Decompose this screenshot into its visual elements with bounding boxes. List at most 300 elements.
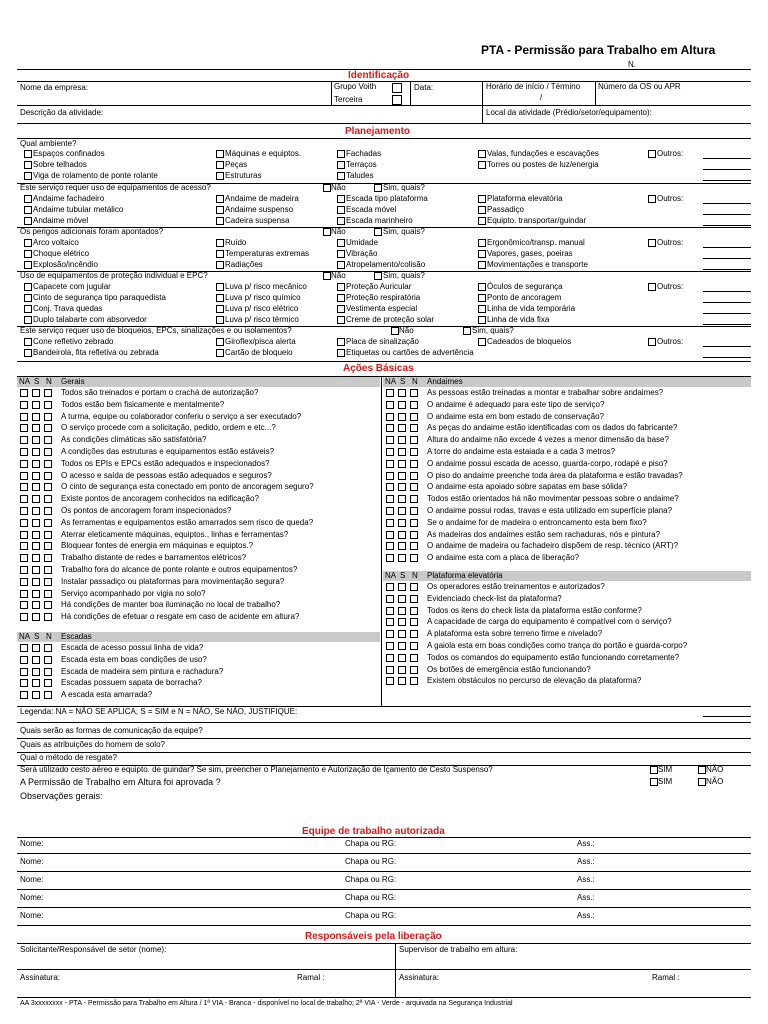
andaimes-check-2-2[interactable]: [410, 413, 418, 421]
plataforma-check-2-1[interactable]: [398, 607, 406, 615]
gerais-check-0-2[interactable]: [44, 389, 52, 397]
cesto-nao-checkbox[interactable]: [698, 766, 706, 774]
perigos-question-sim-label: Sim, quais?: [383, 227, 425, 236]
gerais-check-10-1[interactable]: [32, 507, 40, 515]
epi-checkbox-2-0[interactable]: [24, 305, 32, 313]
andaimes-check-10-1[interactable]: [398, 507, 406, 515]
plataforma-check-7-1[interactable]: [398, 666, 406, 674]
epi-checkbox-0-0[interactable]: [24, 283, 32, 291]
epi-checkbox-3-3[interactable]: [478, 316, 486, 324]
gerais-check-3-2[interactable]: [44, 424, 52, 432]
escadas-check-0-2[interactable]: [44, 644, 52, 652]
acesso-question-nao-checkbox[interactable]: [323, 184, 331, 192]
andaimes-title: Andaimes: [427, 377, 463, 386]
andaimes-check-14-1[interactable]: [398, 554, 406, 562]
perigos-checkbox-0-1[interactable]: [216, 239, 224, 247]
plataforma-item: Evidenciado check-list da plataforma?: [427, 593, 562, 603]
bloqueio-checkbox-1-1[interactable]: [216, 349, 224, 357]
bloqueio-checkbox-0-2[interactable]: [337, 338, 345, 346]
epi-option: Luva p/ risco químico: [225, 293, 301, 302]
plataforma-check-5-1[interactable]: [398, 642, 406, 650]
andaimes-check-5-2[interactable]: [410, 448, 418, 456]
gerais-check-5-0[interactable]: [20, 448, 28, 456]
supervisor-ramal-label: Ramal :: [652, 973, 680, 982]
plataforma-check-1-0[interactable]: [386, 595, 394, 603]
gerais-s-head: S: [34, 377, 40, 386]
escadas-s-head: S: [34, 632, 40, 641]
gerais-check-15-2[interactable]: [44, 566, 52, 574]
acesso-checkbox-2-1[interactable]: [216, 217, 224, 225]
andaimes-check-6-2[interactable]: [410, 460, 418, 468]
epi-checkbox-3-2[interactable]: [337, 316, 345, 324]
acesso-outros-checkbox[interactable]: [648, 195, 656, 203]
epi-checkbox-2-1[interactable]: [216, 305, 224, 313]
equipe-row-line: [17, 889, 751, 890]
andaimes-item: Se o andaime for de madeira o entroncamento esta bem fixo?: [427, 517, 647, 527]
bloqueio-checkbox-0-1[interactable]: [216, 338, 224, 346]
andaimes-check-0-1[interactable]: [398, 389, 406, 397]
bloqueio-option: Giroflex/pisca alerta: [225, 337, 296, 346]
bloqueio-question-nao-checkbox[interactable]: [391, 327, 399, 335]
cesto-nao-label: NÃO: [706, 765, 724, 774]
gerais-check-16-2[interactable]: [44, 578, 52, 586]
escadas-check-4-2[interactable]: [44, 691, 52, 699]
gerais-check-17-0[interactable]: [20, 590, 28, 598]
andaimes-check-9-1[interactable]: [398, 495, 406, 503]
gerais-check-4-2[interactable]: [44, 436, 52, 444]
perigos-outros-checkbox[interactable]: [648, 239, 656, 247]
perigos-option: Umidade: [346, 238, 379, 247]
gerais-check-12-1[interactable]: [32, 531, 40, 539]
equipe-nome-label: Nome:: [20, 911, 44, 920]
acesso-checkbox-0-1[interactable]: [216, 195, 224, 203]
gerais-check-14-1[interactable]: [32, 554, 40, 562]
question-1: Quais as atribuições do homem de solo?: [20, 740, 165, 749]
andaimes-item: O piso do andaime preenche toda área da plataforma e estão travadas?: [427, 470, 683, 480]
terceira-checkbox[interactable]: [392, 95, 402, 105]
gerais-check-15-0[interactable]: [20, 566, 28, 574]
gerais-check-2-2[interactable]: [44, 413, 52, 421]
gerais-item: Serviço acompanhado por vigia no solo?: [61, 588, 206, 598]
solicitante-ramal-label: Ramal :: [297, 973, 325, 982]
epi-question: Uso de equipamentos de proteção individual e EPC?: [20, 271, 208, 280]
andaimes-check-14-0[interactable]: [386, 554, 394, 562]
gerais-check-6-0[interactable]: [20, 460, 28, 468]
gerais-check-15-1[interactable]: [32, 566, 40, 574]
andaimes-check-12-0[interactable]: [386, 531, 394, 539]
gerais-check-7-2[interactable]: [44, 472, 52, 480]
gerais-check-6-1[interactable]: [32, 460, 40, 468]
perigos-question-nao-label: Não: [331, 227, 346, 236]
perigos-checkbox-1-1[interactable]: [216, 250, 224, 258]
perigos-question-sim-checkbox[interactable]: [374, 228, 382, 236]
epi-checkbox-3-1[interactable]: [216, 316, 224, 324]
gerais-check-16-0[interactable]: [20, 578, 28, 586]
equipe-nome-label: Nome:: [20, 875, 44, 884]
plataforma-item: Existem obstáculos no percurso de elevação da plataforma?: [427, 676, 642, 686]
perigos-checkbox-1-0[interactable]: [24, 250, 32, 258]
gerais-check-3-0[interactable]: [20, 424, 28, 432]
andaimes-check-4-1[interactable]: [398, 436, 406, 444]
ambiente-checkbox-2-1[interactable]: [216, 172, 224, 180]
andaimes-check-12-2[interactable]: [410, 531, 418, 539]
perigos-question: Os perigos adicionais foram apontados?: [20, 227, 164, 236]
plataforma-check-7-0[interactable]: [386, 666, 394, 674]
gerais-item: Instalar passadiço ou plataformas para movimentação segura?: [61, 576, 285, 586]
acesso-question-nao-label: Não: [331, 183, 346, 192]
plataforma-check-8-2[interactable]: [410, 677, 418, 685]
andaimes-check-5-0[interactable]: [386, 448, 394, 456]
plataforma-check-8-0[interactable]: [386, 677, 394, 685]
gerais-item: A condições das estruturas e equipamentos estão estáveis?: [61, 447, 275, 456]
gerais-check-6-2[interactable]: [44, 460, 52, 468]
perigos-checkbox-0-2[interactable]: [337, 239, 345, 247]
andaimes-check-7-0[interactable]: [386, 472, 394, 480]
andaimes-n-head: N: [412, 377, 418, 386]
escadas-check-1-0[interactable]: [20, 656, 28, 664]
bloqueio-question-sim-label: Sim, quais?: [472, 326, 514, 335]
section-planejamento: Planejamento: [345, 126, 411, 137]
ambiente-outros-checkbox[interactable]: [648, 150, 656, 158]
andaimes-check-0-2[interactable]: [410, 389, 418, 397]
andaimes-check-11-1[interactable]: [398, 519, 406, 527]
epi-question-nao-checkbox[interactable]: [323, 272, 331, 280]
andaimes-check-9-2[interactable]: [410, 495, 418, 503]
gerais-check-9-1[interactable]: [32, 495, 40, 503]
andaimes-check-10-2[interactable]: [410, 507, 418, 515]
gerais-check-18-0[interactable]: [20, 601, 28, 609]
plataforma-check-1-2[interactable]: [410, 595, 418, 603]
andaimes-s-head: S: [400, 377, 406, 386]
perigos-option: Explosão/incêndio: [33, 260, 98, 269]
andaimes-check-2-1[interactable]: [398, 413, 406, 421]
escadas-check-4-0[interactable]: [20, 691, 28, 699]
gerais-check-8-1[interactable]: [32, 483, 40, 491]
gerais-na-head: NA: [19, 377, 31, 386]
question-2: Qual o método de resgate?: [20, 753, 117, 762]
epi-checkbox-0-2[interactable]: [337, 283, 345, 291]
andaimes-check-7-2[interactable]: [410, 472, 418, 480]
plataforma-na-head: NA: [385, 571, 397, 580]
perigos-question-nao-checkbox[interactable]: [323, 228, 331, 236]
gerais-check-7-1[interactable]: [32, 472, 40, 480]
plataforma-check-3-1[interactable]: [398, 618, 406, 626]
equipe-chapa-label: Chapa ou RG:: [345, 911, 397, 920]
gerais-check-16-1[interactable]: [32, 578, 40, 586]
gerais-check-10-0[interactable]: [20, 507, 28, 515]
escadas-check-2-2[interactable]: [44, 668, 52, 676]
acesso-checkbox-1-2[interactable]: [337, 206, 345, 214]
acesso-checkbox-1-0[interactable]: [24, 206, 32, 214]
epi-checkbox-1-1[interactable]: [216, 294, 224, 302]
andaimes-check-12-1[interactable]: [398, 531, 406, 539]
andaimes-check-1-1[interactable]: [398, 401, 406, 409]
andaimes-check-13-0[interactable]: [386, 542, 394, 550]
perigos-checkbox-0-0[interactable]: [24, 239, 32, 247]
plataforma-check-7-2[interactable]: [410, 666, 418, 674]
divider: [17, 738, 751, 739]
acesso-checkbox-0-3[interactable]: [478, 195, 486, 203]
andaimes-check-8-0[interactable]: [386, 483, 394, 491]
acesso-option: Andaime fachadeiro: [33, 194, 105, 203]
perigos-checkbox-2-3[interactable]: [478, 261, 486, 269]
epi-checkbox-1-2[interactable]: [337, 294, 345, 302]
equipe-ass-label: Ass.:: [577, 857, 595, 866]
bloqueio-outros-checkbox[interactable]: [648, 338, 656, 346]
gerais-check-13-0[interactable]: [20, 542, 28, 550]
escadas-item: Escada esta em boas condições de uso?: [61, 654, 207, 664]
epi-checkbox-1-0[interactable]: [24, 294, 32, 302]
ambiente-outros-line: [703, 169, 751, 170]
perigos-checkbox-2-1[interactable]: [216, 261, 224, 269]
gerais-check-7-0[interactable]: [20, 472, 28, 480]
bloqueio-option: Cadeados de bloqueios: [487, 337, 572, 346]
bloqueio-checkbox-1-2[interactable]: [337, 349, 345, 357]
epi-option: Capacete com jugular: [33, 282, 111, 291]
permissao-sim-checkbox[interactable]: [650, 778, 658, 786]
gerais-check-19-0[interactable]: [20, 613, 28, 621]
epi-outros-line: [703, 291, 751, 292]
plataforma-check-2-0[interactable]: [386, 607, 394, 615]
plataforma-check-4-2[interactable]: [410, 630, 418, 638]
plataforma-check-5-2[interactable]: [410, 642, 418, 650]
gerais-check-10-2[interactable]: [44, 507, 52, 515]
ambiente-checkbox-0-0[interactable]: [24, 150, 32, 158]
plataforma-check-3-2[interactable]: [410, 618, 418, 626]
plataforma-check-4-0[interactable]: [386, 630, 394, 638]
bloqueio-checkbox-0-0[interactable]: [24, 338, 32, 346]
section-responsaveis: Responsáveis pela liberação: [305, 931, 442, 942]
perigos-checkbox-0-3[interactable]: [478, 239, 486, 247]
andaimes-item: Altura do andaime não excede 4 vezes a menor dimensão da base?: [427, 435, 669, 445]
gerais-check-1-2[interactable]: [44, 401, 52, 409]
epi-checkbox-0-3[interactable]: [478, 283, 486, 291]
gerais-check-0-0[interactable]: [20, 389, 28, 397]
plataforma-item: A plataforma esta sobre terreno firme e nivelado?: [427, 629, 603, 639]
andaimes-check-11-2[interactable]: [410, 519, 418, 527]
ambiente-checkbox-1-0[interactable]: [24, 161, 32, 169]
escadas-check-2-0[interactable]: [20, 668, 28, 676]
divider: [381, 377, 382, 706]
bloqueio-option: Etiquetas ou cartões de advertência: [346, 348, 474, 357]
equipe-chapa-label: Chapa ou RG:: [345, 875, 397, 884]
andaimes-item: O andaime de madeira ou fachadeiro dispõem de resp. técnico (ART)?: [427, 541, 679, 551]
plataforma-check-8-1[interactable]: [398, 677, 406, 685]
gerais-check-18-1[interactable]: [32, 601, 40, 609]
escadas-check-0-1[interactable]: [32, 644, 40, 652]
andaimes-check-11-0[interactable]: [386, 519, 394, 527]
gerais-check-18-2[interactable]: [44, 601, 52, 609]
ambiente-checkbox-0-2[interactable]: [337, 150, 345, 158]
bloqueio-question-nao-label: Não: [399, 326, 414, 335]
epi-question-sim-checkbox[interactable]: [374, 272, 382, 280]
gerais-check-17-2[interactable]: [44, 590, 52, 598]
ambiente-option: Torres ou postes de luz/energia: [487, 160, 599, 169]
ambiente-checkbox-2-0[interactable]: [24, 172, 32, 180]
escadas-check-3-2[interactable]: [44, 679, 52, 687]
epi-outros-checkbox[interactable]: [648, 283, 656, 291]
bloqueio-checkbox-0-3[interactable]: [478, 338, 486, 346]
gerais-check-17-1[interactable]: [32, 590, 40, 598]
plataforma-item: A gaiola esta em boas condições como trança do portão e guarda-corpo?: [427, 641, 688, 650]
data-label: Data:: [414, 83, 434, 92]
plataforma-check-6-1[interactable]: [398, 654, 406, 662]
plataforma-check-1-1[interactable]: [398, 595, 406, 603]
andaimes-check-3-0[interactable]: [386, 424, 394, 432]
equipe-row-line: [17, 853, 751, 854]
gerais-check-4-0[interactable]: [20, 436, 28, 444]
epi-option: Proteção Auricular: [346, 282, 412, 291]
plataforma-check-0-1[interactable]: [398, 583, 406, 591]
gerais-item: Todos estão bem fisicamente e mentalmente?: [61, 399, 225, 409]
perigos-checkbox-1-2[interactable]: [337, 250, 345, 258]
bloqueio-question-sim-checkbox[interactable]: [463, 327, 471, 335]
andaimes-check-4-2[interactable]: [410, 436, 418, 444]
escadas-check-1-1[interactable]: [32, 656, 40, 664]
ambiente-checkbox-1-2[interactable]: [337, 161, 345, 169]
equipe-ass-label: Ass.:: [577, 893, 595, 902]
escadas-check-1-2[interactable]: [44, 656, 52, 664]
gerais-check-14-2[interactable]: [44, 554, 52, 562]
perigos-checkbox-2-0[interactable]: [24, 261, 32, 269]
gerais-check-8-2[interactable]: [44, 483, 52, 491]
plataforma-check-0-0[interactable]: [386, 583, 394, 591]
epi-option: Cinto de segurança tipo paraquedista: [33, 293, 166, 302]
acesso-option: Andaime tubular metálico: [33, 205, 124, 214]
bloqueio-checkbox-1-0[interactable]: [24, 349, 32, 357]
acesso-checkbox-1-1[interactable]: [216, 206, 224, 214]
epi-checkbox-0-1[interactable]: [216, 283, 224, 291]
epi-checkbox-2-2[interactable]: [337, 305, 345, 313]
epi-option: Vestimenta especial: [346, 304, 418, 313]
permissao-nao-checkbox[interactable]: [698, 778, 706, 786]
plataforma-check-6-2[interactable]: [410, 654, 418, 662]
andaimes-item: O andaime esta em bom estado de conservação?: [427, 411, 604, 421]
gerais-item: O serviço procede com a solicitação, pedido, ordem e etc...?: [61, 423, 276, 433]
gerais-check-5-1[interactable]: [32, 448, 40, 456]
andaimes-check-13-2[interactable]: [410, 542, 418, 550]
escadas-check-2-1[interactable]: [32, 668, 40, 676]
andaimes-check-2-0[interactable]: [386, 413, 394, 421]
gerais-check-13-1[interactable]: [32, 542, 40, 550]
ambiente-checkbox-1-1[interactable]: [216, 161, 224, 169]
gerais-check-11-1[interactable]: [32, 519, 40, 527]
acesso-question-sim-checkbox[interactable]: [374, 184, 382, 192]
gerais-check-12-0[interactable]: [20, 531, 28, 539]
andaimes-check-8-2[interactable]: [410, 483, 418, 491]
acesso-question: Este serviço requer uso de equipamentos de acesso?: [20, 183, 211, 192]
acesso-checkbox-2-2[interactable]: [337, 217, 345, 225]
acesso-checkbox-2-0[interactable]: [24, 217, 32, 225]
gerais-check-1-0[interactable]: [20, 401, 28, 409]
andaimes-check-4-0[interactable]: [386, 436, 394, 444]
gerais-check-0-1[interactable]: [32, 389, 40, 397]
gerais-check-5-2[interactable]: [44, 448, 52, 456]
gerais-check-2-0[interactable]: [20, 413, 28, 421]
permissao-sim-label: SIM: [658, 777, 673, 786]
andaimes-check-7-1[interactable]: [398, 472, 406, 480]
andaimes-check-1-2[interactable]: [410, 401, 418, 409]
ambiente-checkbox-0-3[interactable]: [478, 150, 486, 158]
plataforma-check-4-1[interactable]: [398, 630, 406, 638]
plataforma-check-5-0[interactable]: [386, 642, 394, 650]
gerais-check-4-1[interactable]: [32, 436, 40, 444]
plataforma-check-3-0[interactable]: [386, 618, 394, 626]
escadas-check-3-0[interactable]: [20, 679, 28, 687]
gerais-check-1-1[interactable]: [32, 401, 40, 409]
gerais-check-11-2[interactable]: [44, 519, 52, 527]
acesso-checkbox-0-0[interactable]: [24, 195, 32, 203]
andaimes-check-0-0[interactable]: [386, 389, 394, 397]
andaimes-check-6-1[interactable]: [398, 460, 406, 468]
gerais-check-3-1[interactable]: [32, 424, 40, 432]
perigos-checkbox-2-2[interactable]: [337, 261, 345, 269]
andaimes-check-14-2[interactable]: [410, 554, 418, 562]
gerais-check-14-0[interactable]: [20, 554, 28, 562]
descricao-label: Descrição da atividade:: [20, 108, 104, 117]
gerais-check-2-1[interactable]: [32, 413, 40, 421]
andaimes-check-5-1[interactable]: [398, 448, 406, 456]
acesso-outros-line: [703, 225, 751, 226]
andaimes-check-8-1[interactable]: [398, 483, 406, 491]
acesso-checkbox-2-3[interactable]: [478, 217, 486, 225]
ambiente-checkbox-0-1[interactable]: [216, 150, 224, 158]
andaimes-check-3-1[interactable]: [398, 424, 406, 432]
gerais-check-9-2[interactable]: [44, 495, 52, 503]
epi-question-nao-label: Não: [331, 271, 346, 280]
gerais-check-11-0[interactable]: [20, 519, 28, 527]
gerais-check-19-1[interactable]: [32, 613, 40, 621]
andaimes-check-13-1[interactable]: [398, 542, 406, 550]
escadas-check-3-1[interactable]: [32, 679, 40, 687]
gerais-check-12-2[interactable]: [44, 531, 52, 539]
acesso-checkbox-0-2[interactable]: [337, 195, 345, 203]
gerais-check-8-0[interactable]: [20, 483, 28, 491]
epi-checkbox-2-3[interactable]: [478, 305, 486, 313]
cesto-question: Será utilizado cesto aéreo e equipto. de guindar? Se sim, preencher o Planejamento e Autorização de Içamento de Cesto Suspenso?: [20, 765, 493, 774]
gerais-item: Bloquear fontes de energia em máquinas e equiptos.?: [61, 541, 254, 551]
escadas-check-4-1[interactable]: [32, 691, 40, 699]
andaimes-check-9-0[interactable]: [386, 495, 394, 503]
equipe-ass-label: Ass.:: [577, 839, 595, 848]
epi-checkbox-3-0[interactable]: [24, 316, 32, 324]
gerais-check-9-0[interactable]: [20, 495, 28, 503]
epi-checkbox-1-3[interactable]: [478, 294, 486, 302]
plataforma-check-2-2[interactable]: [410, 607, 418, 615]
gerais-item: O cinto de segurança esta conectado em ponto de ancoragem seguro?: [61, 482, 314, 492]
plataforma-check-0-2[interactable]: [410, 583, 418, 591]
plataforma-check-6-0[interactable]: [386, 654, 394, 662]
grupo-voith-checkbox[interactable]: [392, 83, 402, 93]
andaimes-check-10-0[interactable]: [386, 507, 394, 515]
escadas-check-0-0[interactable]: [20, 644, 28, 652]
ambiente-checkbox-1-3[interactable]: [478, 161, 486, 169]
gerais-check-19-2[interactable]: [44, 613, 52, 621]
cesto-sim-checkbox[interactable]: [650, 766, 658, 774]
horario-separator: /: [540, 93, 543, 102]
gerais-item: Todos os EPIs e EPCs estão adequados e inspecionados?: [61, 458, 270, 468]
ambiente-checkbox-2-2[interactable]: [337, 172, 345, 180]
acesso-checkbox-1-3[interactable]: [478, 206, 486, 214]
andaimes-check-3-2[interactable]: [410, 424, 418, 432]
solicitante-assinatura-label: Assinatura:: [20, 973, 61, 982]
equipe-nome-label: Nome:: [20, 857, 44, 866]
divider: [17, 361, 751, 362]
andaimes-check-1-0[interactable]: [386, 401, 394, 409]
perigos-checkbox-1-3[interactable]: [478, 250, 486, 258]
andaimes-check-6-0[interactable]: [386, 460, 394, 468]
gerais-check-13-2[interactable]: [44, 542, 52, 550]
